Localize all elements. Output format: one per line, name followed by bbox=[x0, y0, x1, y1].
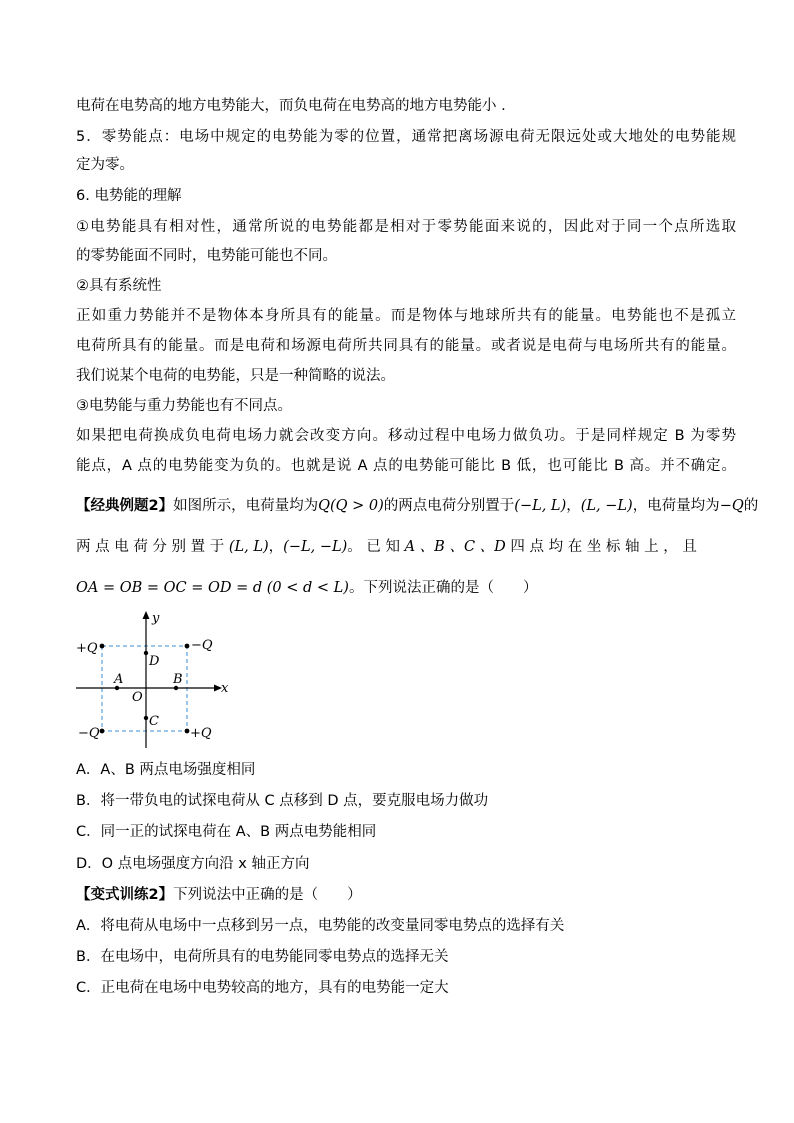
option-b: B．将一带负电的试探电荷从 C 点移到 D 点，要克服电场力做功 bbox=[76, 793, 489, 809]
paragraph-line: 正如重力势能并不是物体本身所具有的能量。而是物体与地球所共有的能量。电势能也不是孤立 bbox=[76, 308, 736, 324]
point-c-label: C bbox=[149, 714, 159, 729]
example-question-line-1 bbox=[76, 496, 758, 516]
charge-label-top-right: −Q bbox=[191, 638, 213, 653]
paragraph-line: 电荷在电势高的地方电势能大，而负电荷在电势高的地方电势能小 . bbox=[76, 98, 506, 114]
text: 两 点 电 荷 分 别 置 于 bbox=[76, 539, 225, 555]
charge-label-top-left: +Q bbox=[76, 641, 98, 656]
y-axis-arrow bbox=[143, 611, 150, 619]
charge-label-bottom-right: +Q bbox=[190, 726, 212, 741]
charge-top-left bbox=[100, 644, 105, 649]
math-expr: Q(Q > 0) bbox=[318, 498, 384, 514]
paragraph-line: 的零势能面不同时，电势能可能也不同。 bbox=[76, 248, 337, 264]
text: ，电荷量均为 bbox=[632, 498, 720, 514]
charge-diagram bbox=[70, 606, 250, 756]
paragraph-line: ①电势能具有相对性，通常所说的电势能都是相对于零势能面来说的，因此对于同一个点所选取 bbox=[76, 219, 736, 235]
paragraph-line: ③电势能与重力势能也有不同点。 bbox=[76, 398, 292, 414]
section-heading: 6. 电势能的理解 bbox=[76, 188, 182, 204]
example-question-line-2 bbox=[76, 537, 697, 557]
point-b-label: B bbox=[173, 672, 183, 687]
charge-top-right bbox=[185, 644, 190, 649]
paragraph-line: 我们说某个电荷的电势能，只是一种简略的说法。 bbox=[76, 368, 395, 384]
math-expr: (−L, −L) bbox=[283, 539, 348, 555]
paragraph-line: 如果把电荷换成负电荷电场力就会改变方向。移动过程中电场力做负功。于是同样规定 B 为零势 bbox=[76, 428, 736, 444]
text: 。 已 知 bbox=[347, 539, 400, 555]
variant-question-text: 下列说法中正确的是（ ） bbox=[173, 887, 362, 903]
point-d bbox=[144, 651, 148, 655]
x-axis-label: x bbox=[221, 681, 229, 696]
option-d: D．O 点电场强度方向沿 x 轴正方向 bbox=[76, 856, 310, 872]
variant-option-b: B．在电场中，电荷所具有的电势能同零电势点的选择无关 bbox=[76, 949, 449, 965]
variant-tag: 【变式训练2】 bbox=[76, 887, 174, 903]
point-c bbox=[144, 716, 148, 720]
charge-bottom-right bbox=[185, 729, 190, 734]
paragraph-line: 能点，A 点的电势能变为负的。也就是说 A 点的电势能可能比 B 低，也可能比 B 高。并不确定。 bbox=[76, 458, 736, 474]
option-a: A．A、B 两点电场强度相同 bbox=[76, 762, 256, 778]
text: 如图所示，电荷量均为 bbox=[173, 498, 319, 514]
text: 。下列说法正确的是（ ） bbox=[348, 580, 538, 596]
charge-bottom-left bbox=[100, 729, 105, 734]
y-axis-label: y bbox=[152, 611, 160, 626]
origin-label: O bbox=[132, 690, 143, 705]
paragraph-line: 5．零势能点：电场中规定的电势能为零的位置，通常把离场源电荷无限远处或大地处的电势能规 bbox=[76, 129, 736, 145]
text: 的两点电荷分别置于 bbox=[383, 498, 515, 514]
math-expr: A 、B 、C 、D bbox=[404, 539, 506, 555]
example-question-line-3 bbox=[76, 578, 537, 598]
text: 四 点 均 在 坐 标 轴 上 ， 且 bbox=[510, 539, 697, 555]
text: ， bbox=[566, 498, 581, 514]
variant-option-a: A．将电荷从电场中一点移到另一点，电势能的改变量同零电势点的选择有关 bbox=[76, 918, 565, 934]
variant-option-c: C．正电荷在电场中电势较高的地方，具有的电势能一定大 bbox=[76, 980, 449, 996]
math-expr: (−L, L) bbox=[514, 498, 567, 514]
point-a-label: A bbox=[114, 672, 124, 687]
math-expr: (L, L) bbox=[228, 539, 269, 555]
text: ， bbox=[268, 539, 284, 555]
paragraph-line: ②具有系统性 bbox=[76, 278, 162, 294]
point-d-label: D bbox=[149, 654, 160, 669]
math-expr: (L, −L) bbox=[580, 498, 633, 514]
option-c: C．同一正的试探电荷在 A、B 两点电势能相同 bbox=[76, 824, 377, 840]
text: 的 bbox=[743, 498, 759, 514]
paragraph-line: 电荷所具有的能量。而是电荷和场源电荷所共同具有的能量。或者说是电荷与电场所共有的能量。 bbox=[76, 338, 736, 354]
paragraph-line: 定为零。 bbox=[76, 157, 134, 173]
math-expr: OA = OB = OC = OD = d (0 < d < L) bbox=[76, 580, 349, 596]
example-tag: 【经典例题2】 bbox=[76, 498, 174, 514]
charge-label-bottom-left: −Q bbox=[78, 726, 100, 741]
variant-question bbox=[76, 885, 362, 905]
math-expr: −Q bbox=[719, 498, 744, 514]
